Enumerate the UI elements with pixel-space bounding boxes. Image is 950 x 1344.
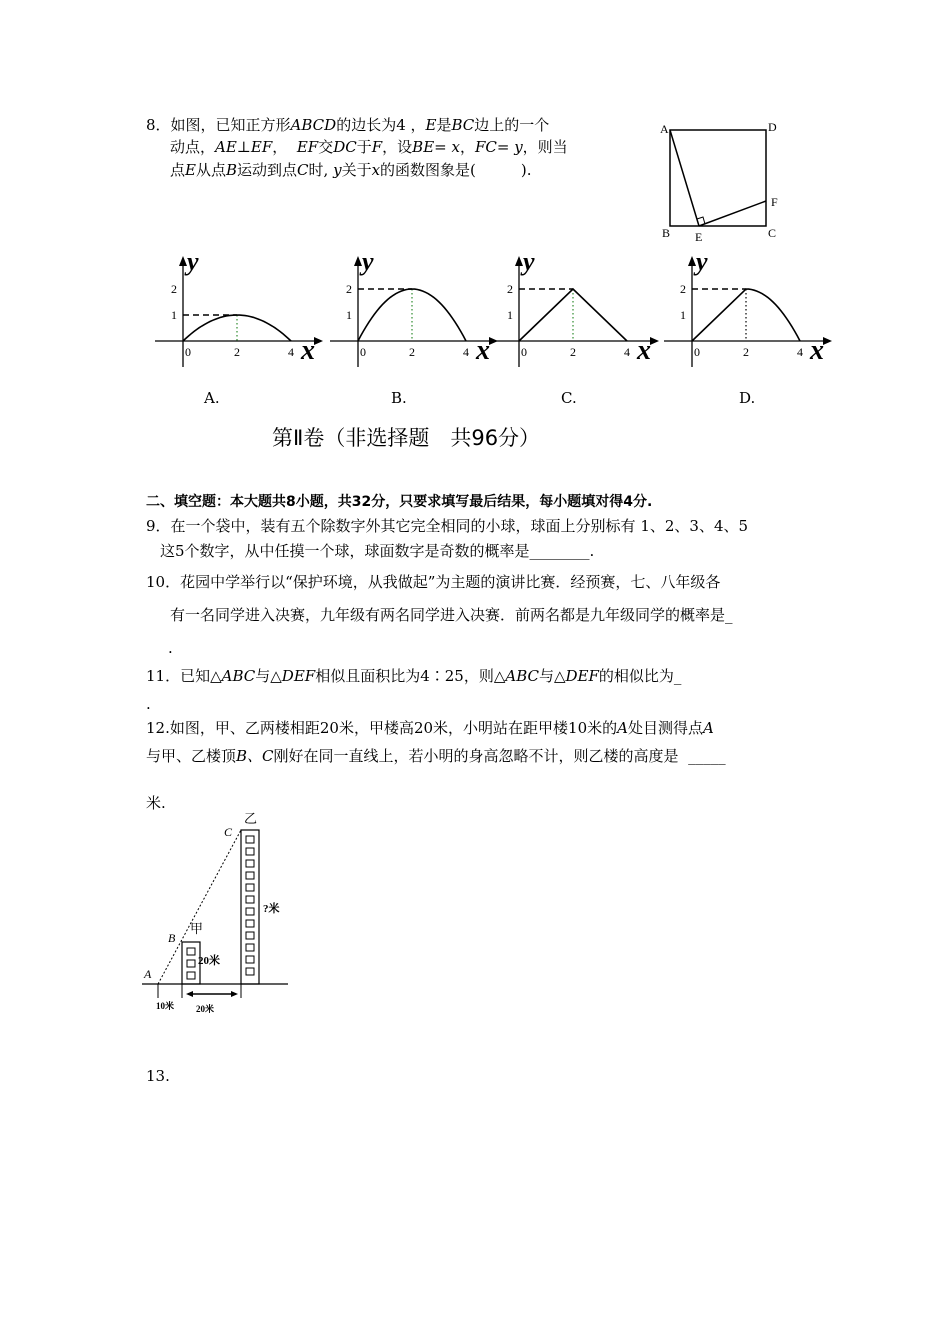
y-axis-label: y [696, 247, 708, 276]
q8-ef: EF [296, 138, 319, 156]
q8-line-3 [170, 160, 532, 180]
y-tick-label: 1 [680, 308, 686, 322]
window [246, 920, 254, 927]
q11-text: 相似且面积比为4∶25，则 [315, 667, 494, 685]
label-b: B [662, 226, 671, 240]
x-tick-label: 2 [743, 345, 749, 359]
q8-text: 是 [436, 116, 452, 134]
q12-line-1 [146, 718, 714, 738]
window [246, 896, 254, 903]
y-axis-label: y [187, 247, 199, 276]
window [246, 836, 254, 843]
building-jia-windows [187, 948, 195, 979]
y-tick-label: 2 [680, 282, 686, 296]
x-axis-label: x [301, 335, 315, 366]
q11-triangle: △ABC [493, 667, 539, 685]
q8-bc: BC [451, 116, 475, 134]
x-tick-label: 2 [234, 345, 240, 359]
x-tick-label: 2 [570, 345, 576, 359]
window [246, 848, 254, 855]
q9-line-2: 这5个数字，从中任摸一个球，球面数字是奇数的概率是________. [160, 542, 595, 560]
window [246, 956, 254, 963]
q8-text: ，设 [382, 138, 413, 156]
label-unknown: ?米 [263, 903, 280, 915]
q8-text: 点 [170, 161, 186, 179]
q8-text: 8．如图，已知正方形 [146, 116, 291, 134]
label-jia: 甲 [190, 921, 204, 936]
label-c: C [224, 825, 233, 839]
q8-e: E [425, 116, 437, 134]
option-b-label: B. [391, 389, 407, 407]
q11-triangle: △DEF [554, 667, 599, 685]
label-20m: 20米 [198, 955, 220, 967]
q12-point-a: A [702, 719, 714, 737]
q12-line-2 [146, 746, 726, 766]
y-tick-label: 1 [171, 308, 177, 322]
q10-line-3: . [168, 639, 173, 657]
q10-line-1: 10．花园中学举行以“保护环境，从我做起”为主题的演讲比赛．经预赛，七、八年级各 [146, 573, 721, 591]
x-axis-label: x [476, 335, 490, 366]
q12-line-3: 米. [146, 794, 166, 812]
q8-abcd: ABCD [290, 116, 337, 134]
q8-text: 交 [318, 138, 334, 156]
x-tick-label: 0 [521, 345, 527, 359]
q12-text: 12.如图，甲、乙两楼相距20米，甲楼高20米，小明站在距甲楼10米的 [146, 719, 618, 737]
q8-text: ， [272, 138, 288, 156]
q8-text: 动点， [170, 138, 216, 156]
q8-be-x: BE= x [412, 138, 460, 156]
window [246, 908, 254, 915]
window [246, 932, 254, 939]
q8-line-2 [170, 137, 568, 157]
square-figure [655, 115, 785, 245]
q12-text: 刚好在同一直线上，若小明的身高忽略不计，则乙楼的高度是 [273, 747, 679, 765]
x-axis-arrow [314, 337, 323, 345]
window [187, 948, 195, 955]
q8-e: E [185, 161, 196, 179]
q12-point-a: A [617, 719, 628, 737]
q8-dc: DC [333, 138, 357, 156]
q12-points-bc: B、C [236, 747, 274, 765]
q8-text: 从点 [195, 161, 226, 179]
q8-x: x [371, 161, 381, 179]
x-axis-arrow [823, 337, 832, 345]
building-yi-windows [246, 836, 254, 975]
window [187, 960, 195, 967]
y-tick-label: 2 [171, 282, 177, 296]
building-yi [241, 830, 259, 984]
x-tick-label: 2 [409, 345, 415, 359]
label-yi: 乙 [244, 811, 258, 826]
window [246, 860, 254, 867]
buildings-figure [140, 808, 300, 1018]
option-a-label: A. [204, 389, 220, 407]
x-tick-label: 0 [694, 345, 700, 359]
q8-y: y [333, 161, 342, 179]
label-a: A [144, 967, 152, 981]
x-tick-label: 0 [185, 345, 191, 359]
q11-line-2: . [146, 695, 151, 713]
x-tick-label: 4 [288, 345, 294, 359]
x-tick-label: 0 [360, 345, 366, 359]
option-c-label: C. [561, 389, 577, 407]
segment-ef [699, 201, 766, 226]
y-axis-arrow [354, 256, 362, 266]
y-axis-arrow [688, 256, 696, 266]
x-axis-arrow [650, 337, 659, 345]
x-tick-label: 4 [797, 345, 803, 359]
q11-text: 与 [538, 667, 554, 685]
y-tick-label: 1 [346, 308, 352, 322]
x-axis-label: x [637, 335, 651, 366]
y-axis-arrow [179, 256, 187, 266]
q8-text: 运动到点 [237, 161, 298, 179]
y-axis-arrow [515, 256, 523, 266]
q8-text: ， [459, 138, 475, 156]
q12-answer-blank: _____ [688, 747, 726, 765]
q10-line-2: 有一名同学进入决赛，九年级有两名同学进入决赛．前两名都是九年级同学的概率是_ [170, 606, 733, 624]
label-a: A [660, 122, 669, 136]
arrow-head [186, 991, 193, 997]
q8-b: B [225, 161, 238, 179]
q11-text: 与 [255, 667, 271, 685]
q8-text: 关于 [341, 161, 372, 179]
q8-fc-y: FC= y [474, 138, 523, 156]
section-title: 第Ⅱ卷（非选择题 共96分） [272, 426, 541, 450]
q8-c: C [297, 161, 309, 179]
window [246, 884, 254, 891]
y-tick-label: 2 [507, 282, 513, 296]
y-tick-label: 1 [507, 308, 513, 322]
label-c: C [768, 226, 777, 240]
q13-label: 13. [146, 1067, 170, 1085]
label-10m: 10米 [156, 1001, 175, 1011]
x-axis-label: x [810, 335, 824, 366]
q12-text: 处目测得点 [627, 719, 703, 737]
y-tick-label: 2 [346, 282, 352, 296]
window [246, 968, 254, 975]
q11-triangle: △ABC [210, 667, 256, 685]
q8-text: 的函数图象是( ). [380, 161, 532, 179]
q8-f: F [371, 138, 383, 156]
label-20m-distance: 20米 [196, 1004, 215, 1014]
segment-ae [670, 130, 699, 226]
window [246, 944, 254, 951]
q8-text: 于 [356, 138, 372, 156]
window [246, 872, 254, 879]
q8-text: 边上的一个 [474, 116, 550, 134]
label-f: F [771, 195, 778, 209]
window [187, 972, 195, 979]
q11-triangle: △DEF [270, 667, 316, 685]
q8-line-1 [146, 115, 549, 135]
q11-text: 11．已知 [146, 667, 211, 685]
label-e: E [695, 230, 703, 244]
q11-text: 的相似比为_ [598, 667, 682, 685]
q8-ae-ef: AE⊥EF [215, 138, 273, 156]
q12-text: 与甲、乙楼顶 [146, 747, 237, 765]
q8-text: 的边长为4 ， [336, 116, 426, 134]
label-d: D [768, 120, 777, 134]
q11-line-1 [146, 666, 681, 686]
q9-line-1: 9．在一个袋中，装有五个除数字外其它完全相同的小球，球面上分别标有 1、2、3、4、5 [146, 517, 749, 535]
x-tick-label: 4 [624, 345, 630, 359]
section2-header: 二、填空题：本大题共8小题，共32分，只要求填写最后结果，每小题填对得4分. [146, 494, 653, 510]
y-axis-label: y [523, 247, 535, 276]
x-tick-label: 4 [463, 345, 469, 359]
q8-text: 时, [308, 161, 329, 179]
y-axis-label: y [362, 247, 374, 276]
label-b: B [168, 931, 176, 945]
arrow-head [231, 991, 238, 997]
q8-text: ，则当 [522, 138, 568, 156]
option-d-label: D. [739, 389, 756, 407]
